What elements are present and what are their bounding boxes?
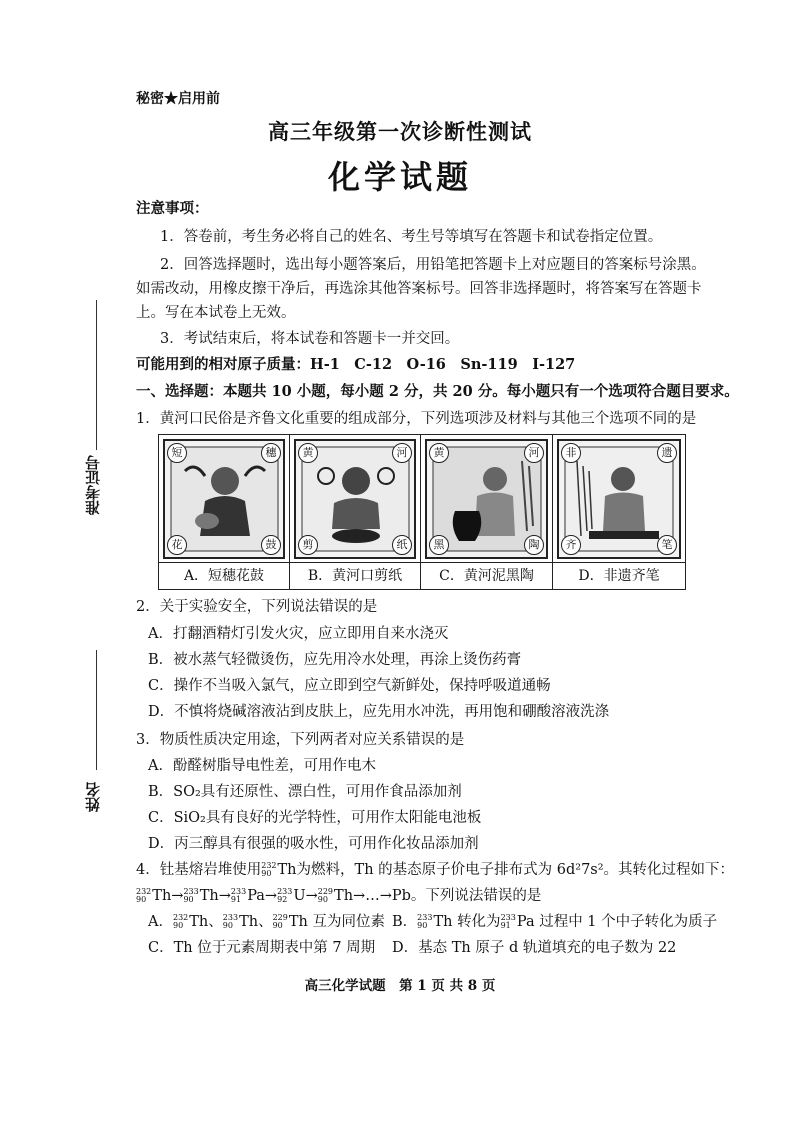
q1-option-b[interactable]	[290, 435, 421, 589]
binding-line-mid	[96, 650, 97, 770]
q3-option-d[interactable]: D．丙三醇具有很强的吸水性，可用作化妆品添加剂	[148, 836, 479, 852]
corner-char: 遗	[657, 443, 677, 463]
subject-title: 化学试题	[327, 158, 472, 196]
q2-option-d[interactable]: D．不慎将烧碱溶液沾到皮肤上，应先用水冲洗，再用饱和硼酸溶液洗涤	[148, 704, 610, 720]
q4-option-a[interactable]: A． 232 90 Th、 233 90 Th、 229 90 Th 互为同位素	[148, 913, 385, 930]
corner-char: 花	[167, 535, 187, 555]
corner-char: 河	[524, 443, 544, 463]
q1-option-a-caption: A．短穗花鼓	[159, 562, 289, 590]
q4-option-c[interactable]: C．Th 位于元素周期表中第 7 周期	[148, 940, 376, 956]
q1-image-table	[158, 434, 686, 590]
q4-option-b-text: 过程中 1 个中子转化为质子	[539, 914, 718, 930]
q2-option-a[interactable]: A．打翻酒精灯引发火灾，应立即用自来水浇灭	[148, 626, 449, 642]
q4-chain-tail: →…→Pb。下列说法错误的是	[353, 888, 542, 904]
corner-char: 黄	[298, 443, 318, 463]
q4-option-d[interactable]: D．基态 Th 原子 d 轨道填充的电子数为 22	[392, 940, 677, 956]
q4-option-b-mid: 转化为	[457, 914, 501, 930]
paper-cutting-illustration	[294, 439, 416, 559]
note-1: 1．答卷前，考生务必将自己的姓名、考生号等填写在答题卡和试卷指定位置。	[160, 229, 663, 245]
corner-char: 鼓	[261, 535, 281, 555]
note-3: 3．考试结束后，将本试卷和答题卡一并交回。	[160, 331, 460, 347]
q4-stem-end: 为燃料，Th 的基态原子价电子排布式为 6d²7s²。其转化过程如下：	[296, 862, 735, 878]
q1-option-c-caption: C．黄河泥黑陶	[421, 562, 552, 590]
section-1-heading: 一、选择题：本题共 10 小题，每小题 2 分，共 20 分。每小题只有一个选项符合题目要求。	[136, 383, 739, 400]
q3-option-c[interactable]: C．SiO₂具有良好的光学特性，可用作太阳能电池板	[148, 810, 482, 826]
corner-char: 陶	[524, 535, 544, 555]
q1-option-d[interactable]	[553, 435, 685, 589]
q4-option-b[interactable]: B． 233 90 Th 转化为 233 91 Pa 过程中 1 个中子转化为质子	[392, 913, 718, 930]
q4-option-a-text: 互为同位素	[312, 914, 385, 930]
q3-option-b[interactable]: B．SO₂具有还原性、漂白性，可用作食品添加剂	[148, 784, 462, 800]
notes-heading: 注意事项：	[136, 200, 209, 217]
q3-stem: 3．物质性质决定用途，下列两者对应关系错误的是	[136, 732, 465, 748]
corner-char: 纸	[392, 535, 412, 555]
page-footer: 高三化学试题 第 1 页 共 8 页	[304, 978, 496, 994]
note-2b: 如需改动，用橡皮擦干净后，再选涂其他答案标号。回答非选择题时，将答案写在答题卡	[136, 281, 702, 297]
corner-char: 短	[167, 443, 187, 463]
corner-char: 河	[392, 443, 412, 463]
q1-option-c[interactable]	[421, 435, 553, 589]
note-2a: 2．回答选择题时，选出每小题答案后，用铅笔把答题卡上对应题目的答案标号涂黑。	[160, 257, 706, 273]
q1-option-a[interactable]	[159, 435, 290, 589]
corner-char: 剪	[298, 535, 318, 555]
note-2c: 上。写在本试卷上无效。	[136, 305, 296, 321]
q2-option-b[interactable]: B．被水蒸气轻微烫伤，应先用冷水处理，再涂上烫伤药膏	[148, 652, 522, 668]
q4-stem: 4．钍基熔岩堆使用 232 90 Th为燃料，Th 的基态原子价电子排布式为 6d²7s²。其转化过程如下：	[136, 861, 735, 878]
atomic-masses: 可能用到的相对原子质量：H-1 C-12 O-16 Sn-119 I-127	[136, 356, 576, 373]
exam-number-label: 准考证号	[84, 455, 102, 515]
exam-title: 高三年级第一次诊断性测试	[268, 119, 532, 144]
brush-pen-illustration	[557, 439, 681, 559]
name-label: 姓名	[84, 782, 102, 812]
drum-dance-illustration	[163, 439, 285, 559]
q4-stem-start: 4．钍基熔岩堆使用	[136, 862, 262, 878]
corner-char: 穗	[261, 443, 281, 463]
secret-label: 秘密★启用前	[136, 91, 220, 107]
q4-chain: 232 90 Th→ 233 90 Th→ 233 91 Pa→ 233 92 U→ 229 90 Th→…→Pb。下列说法错误的是	[136, 887, 542, 904]
corner-char: 齐	[561, 535, 581, 555]
q2-option-c[interactable]: C．操作不当吸入氯气，应立即到空气新鲜处，保持呼吸道通畅	[148, 678, 551, 694]
binding-line-top	[96, 300, 97, 450]
corner-char: 黄	[429, 443, 449, 463]
corner-char: 笔	[657, 535, 677, 555]
q1-option-b-caption: B．黄河口剪纸	[290, 562, 420, 590]
black-pottery-illustration	[425, 439, 548, 559]
corner-char: 黑	[429, 535, 449, 555]
q1-option-d-caption: D．非遗齐笔	[553, 562, 685, 590]
q2-stem: 2．关于实验安全，下列说法错误的是	[136, 599, 378, 615]
q3-option-a[interactable]: A．酚醛树脂导电性差，可用作电木	[148, 758, 376, 774]
q1-stem: 1．黄河口民俗是齐鲁文化重要的组成部分，下列选项涉及材料与其他三个选项不同的是	[136, 411, 697, 427]
corner-char: 非	[561, 443, 581, 463]
